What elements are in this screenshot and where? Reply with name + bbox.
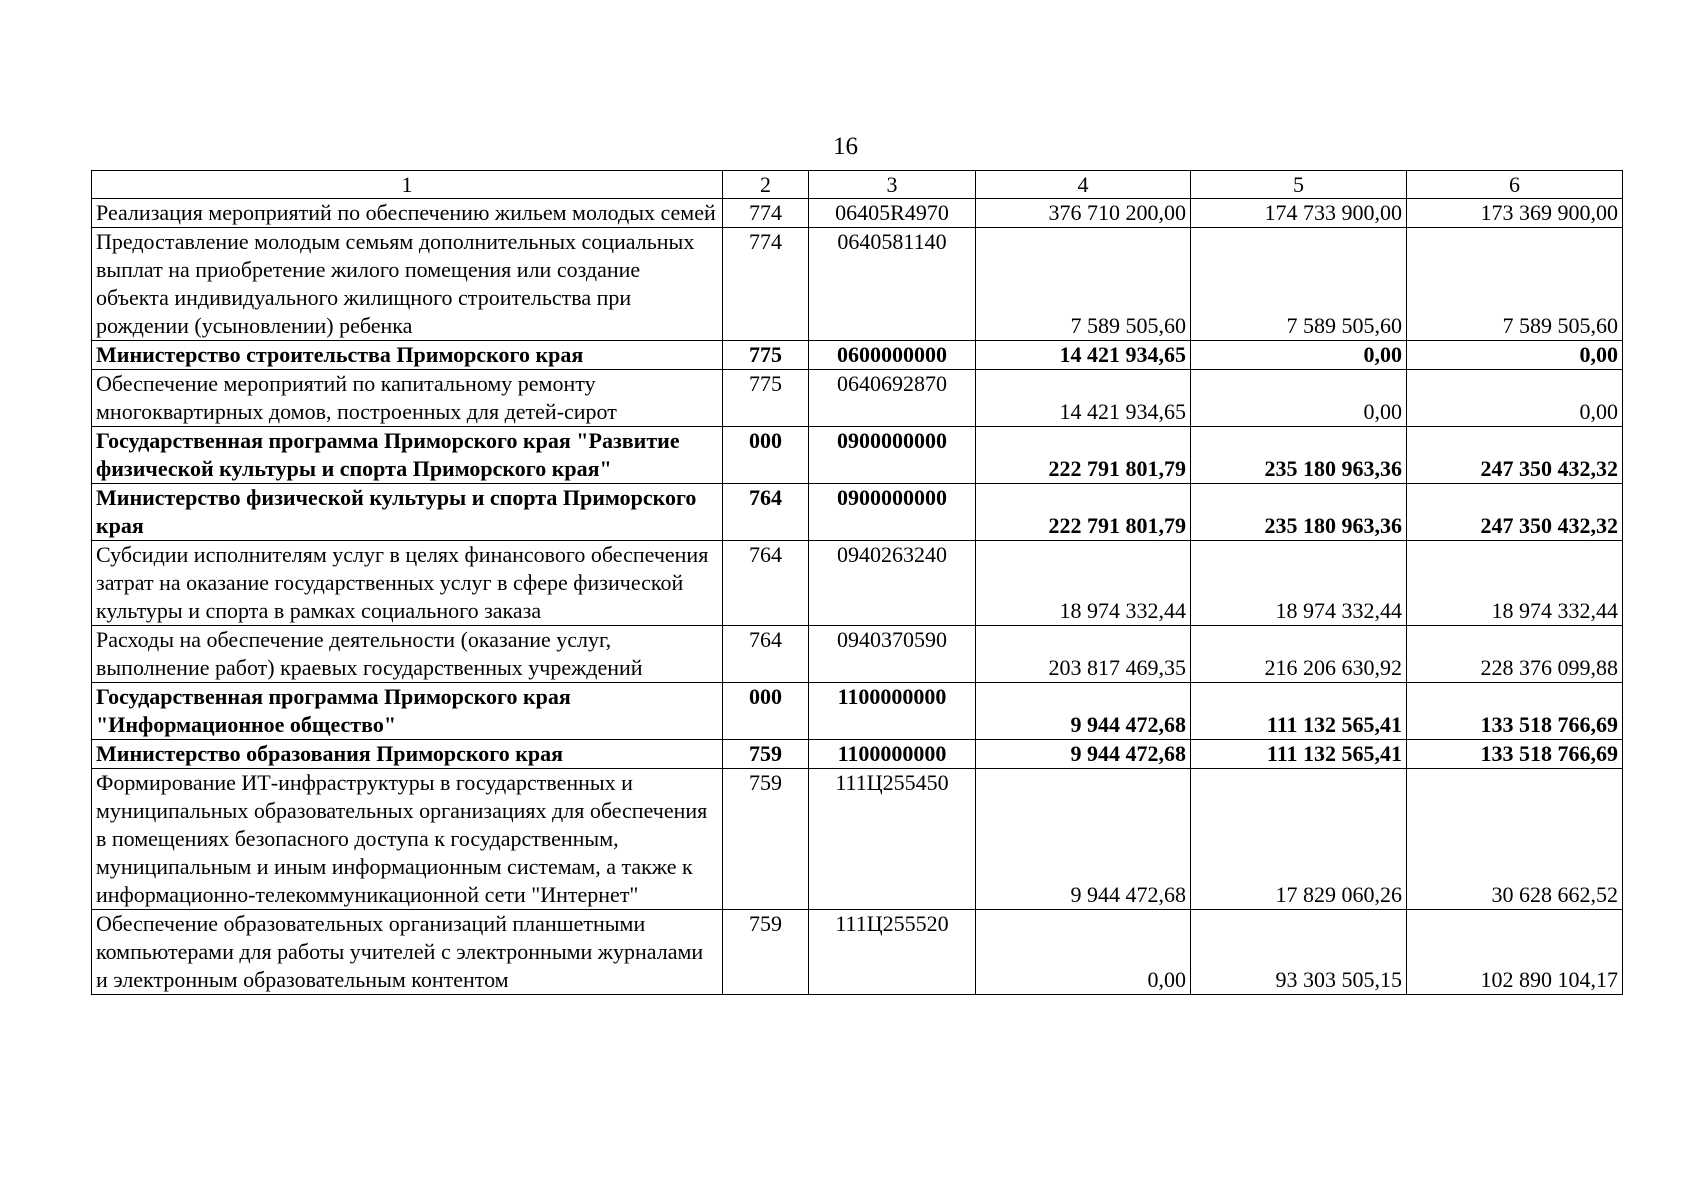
expense-name-cell: Предоставление молодым семьям дополнительных социальных выплат на приобретение жилого помещения или создание объекта индивидуального жилищного строительства при рождении (усыновлении) ребенка	[92, 228, 723, 341]
expense-name-cell: Государственная программа Приморского края "Развитие физической культуры и спорта Приморского края"	[92, 427, 723, 484]
target-article-cell: 0940263240	[809, 541, 976, 626]
amount-year2-cell: 17 829 060,26	[1191, 769, 1407, 910]
amount-year2-cell: 235 180 963,36	[1191, 484, 1407, 541]
amount-year3-cell: 30 628 662,52	[1407, 769, 1623, 910]
expense-name-cell: Министерство образования Приморского края	[92, 740, 723, 769]
grbs-code-cell: 764	[723, 541, 809, 626]
table-row	[92, 910, 1623, 995]
amount-year2-cell: 174 733 900,00	[1191, 199, 1407, 228]
table-row	[92, 484, 1623, 541]
table-row	[92, 228, 1623, 341]
target-article-cell: 111Ц255450	[809, 769, 976, 910]
amount-year3-cell: 7 589 505,60	[1407, 228, 1623, 341]
grbs-code-cell: 764	[723, 484, 809, 541]
grbs-code-cell: 775	[723, 370, 809, 427]
amount-year2-cell: 18 974 332,44	[1191, 541, 1407, 626]
amount-year2-cell: 93 303 505,15	[1191, 910, 1407, 995]
amount-year1-cell: 14 421 934,65	[976, 341, 1191, 370]
amount-year2-cell: 235 180 963,36	[1191, 427, 1407, 484]
column-header-6: 6	[1407, 171, 1623, 199]
target-article-cell: 111Ц255520	[809, 910, 976, 995]
amount-year3-cell: 247 350 432,32	[1407, 484, 1623, 541]
amount-year3-cell: 133 518 766,69	[1407, 683, 1623, 740]
column-header-4: 4	[976, 171, 1191, 199]
amount-year2-cell: 216 206 630,92	[1191, 626, 1407, 683]
expense-name-cell: Министерство строительства Приморского края	[92, 341, 723, 370]
grbs-code-cell: 000	[723, 427, 809, 484]
expense-name-cell: Обеспечение мероприятий по капитальному ремонту многоквартирных домов, построенных для детей-сирот	[92, 370, 723, 427]
amount-year1-cell: 14 421 934,65	[976, 370, 1191, 427]
table-row	[92, 341, 1623, 370]
target-article-cell: 1100000000	[809, 683, 976, 740]
amount-year1-cell: 18 974 332,44	[976, 541, 1191, 626]
amount-year1-cell: 222 791 801,79	[976, 484, 1191, 541]
target-article-cell: 0900000000	[809, 427, 976, 484]
expense-name-cell: Формирование ИТ-инфраструктуры в государственных и муниципальных образовательных организациях для обеспечения в помещениях безопасного доступа к государственным, муниципальным и иным информационным системам, а также к информационно-телекоммуникационной сети "Интернет"	[92, 769, 723, 910]
column-header-2: 2	[723, 171, 809, 199]
expense-name-cell: Государственная программа Приморского края "Информационное общество"	[92, 683, 723, 740]
amount-year1-cell: 9 944 472,68	[976, 769, 1191, 910]
expense-name-cell: Министерство физической культуры и спорта Приморского края	[92, 484, 723, 541]
amount-year1-cell: 222 791 801,79	[976, 427, 1191, 484]
amount-year1-cell: 376 710 200,00	[976, 199, 1191, 228]
page-number: 16	[833, 133, 858, 160]
amount-year2-cell: 111 132 565,41	[1191, 683, 1407, 740]
grbs-code-cell: 774	[723, 228, 809, 341]
grbs-code-cell: 759	[723, 740, 809, 769]
amount-year3-cell: 102 890 104,17	[1407, 910, 1623, 995]
amount-year1-cell: 203 817 469,35	[976, 626, 1191, 683]
table-row	[92, 626, 1623, 683]
column-header-3: 3	[809, 171, 976, 199]
amount-year2-cell: 0,00	[1191, 341, 1407, 370]
grbs-code-cell: 759	[723, 910, 809, 995]
target-article-cell: 0640692870	[809, 370, 976, 427]
expense-name-cell: Расходы на обеспечение деятельности (оказание услуг, выполнение работ) краевых государственных учреждений	[92, 626, 723, 683]
expense-name-cell: Обеспечение образовательных организаций планшетными компьютерами для работы учителей с электронными журналами и электронным образовательным контентом	[92, 910, 723, 995]
expense-name-cell: Реализация мероприятий по обеспечению жильем молодых семей	[92, 199, 723, 228]
column-header-1: 1	[92, 171, 723, 199]
table-row	[92, 769, 1623, 910]
amount-year2-cell: 0,00	[1191, 370, 1407, 427]
amount-year2-cell: 7 589 505,60	[1191, 228, 1407, 341]
table-row	[92, 740, 1623, 769]
table-row	[92, 541, 1623, 626]
amount-year1-cell: 7 589 505,60	[976, 228, 1191, 341]
amount-year2-cell: 111 132 565,41	[1191, 740, 1407, 769]
grbs-code-cell: 774	[723, 199, 809, 228]
target-article-cell: 0900000000	[809, 484, 976, 541]
amount-year3-cell: 133 518 766,69	[1407, 740, 1623, 769]
table-row	[92, 370, 1623, 427]
grbs-code-cell: 000	[723, 683, 809, 740]
grbs-code-cell: 775	[723, 341, 809, 370]
amount-year3-cell: 18 974 332,44	[1407, 541, 1623, 626]
grbs-code-cell: 759	[723, 769, 809, 910]
table-header-row	[92, 171, 1623, 199]
target-article-cell: 0640581140	[809, 228, 976, 341]
grbs-code-cell: 764	[723, 626, 809, 683]
target-article-cell: 06405R4970	[809, 199, 976, 228]
amount-year3-cell: 228 376 099,88	[1407, 626, 1623, 683]
expense-name-cell: Субсидии исполнителям услуг в целях финансового обеспечения затрат на оказание государственных услуг в сфере физической культуры и спорта в рамках социального заказа	[92, 541, 723, 626]
target-article-cell: 0600000000	[809, 341, 976, 370]
budget-table	[91, 170, 1623, 995]
table-row	[92, 427, 1623, 484]
amount-year1-cell: 0,00	[976, 910, 1191, 995]
table-row	[92, 199, 1623, 228]
column-header-5: 5	[1191, 171, 1407, 199]
amount-year3-cell: 0,00	[1407, 370, 1623, 427]
amount-year3-cell: 247 350 432,32	[1407, 427, 1623, 484]
amount-year3-cell: 173 369 900,00	[1407, 199, 1623, 228]
table-row	[92, 683, 1623, 740]
amount-year1-cell: 9 944 472,68	[976, 740, 1191, 769]
amount-year1-cell: 9 944 472,68	[976, 683, 1191, 740]
target-article-cell: 0940370590	[809, 626, 976, 683]
amount-year3-cell: 0,00	[1407, 341, 1623, 370]
target-article-cell: 1100000000	[809, 740, 976, 769]
